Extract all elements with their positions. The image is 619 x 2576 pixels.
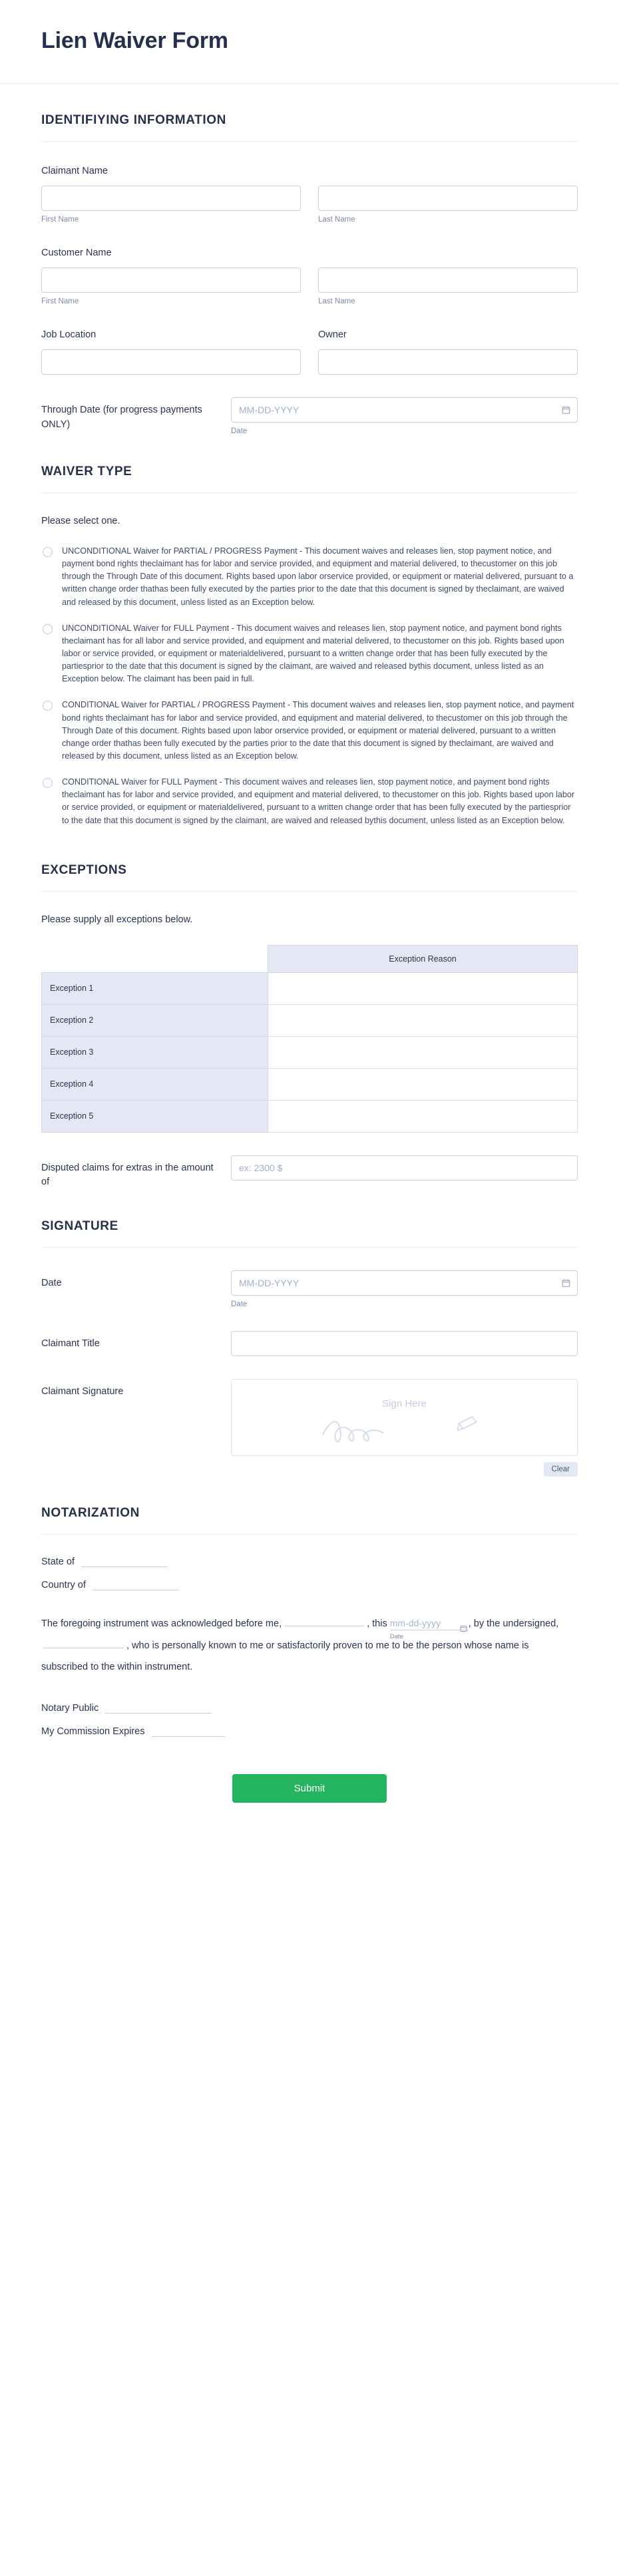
through-date-input[interactable]	[231, 397, 578, 423]
waiver-type-heading: WAIVER TYPE	[41, 464, 132, 479]
signature-date-input[interactable]	[231, 1270, 578, 1296]
commission-expires-label: My Commission Expires	[41, 1726, 145, 1738]
row-header: Exception 4	[42, 1068, 268, 1100]
radio-icon[interactable]	[43, 624, 53, 634]
notary-public-label: Notary Public	[41, 1703, 99, 1714]
country-of-label: Country of	[41, 1580, 86, 1591]
waiver-option-unconditional-full[interactable]	[41, 616, 578, 693]
section-identifying-information	[0, 84, 619, 435]
paragraph-text-part4: , who is personally known to me or satisfactorily proven to me to be the person whose name is subscribed to the within instrument.	[41, 1640, 529, 1673]
commission-expires-input[interactable]	[152, 1724, 225, 1737]
exceptions-table	[41, 945, 578, 1133]
signature-flourish-icon	[232, 1406, 577, 1453]
waiver-instruction: Please select one.	[41, 516, 120, 527]
disputed-claims-input[interactable]	[231, 1155, 578, 1181]
identifying-heading: IDENTIFIYING INFORMATION	[41, 113, 226, 127]
waiver-type-radio-group	[41, 532, 578, 834]
exception-reason-cell[interactable]	[268, 972, 578, 1004]
field-notary-public	[41, 1678, 578, 1714]
table-row	[42, 1068, 578, 1100]
row-header: Exception 1	[42, 972, 268, 1004]
exception-reason-cell[interactable]	[268, 1068, 578, 1100]
signature-heading: SIGNATURE	[41, 1219, 118, 1234]
customer-first-name-input[interactable]	[41, 268, 301, 293]
notarization-date-input[interactable]	[390, 1618, 469, 1630]
table-row	[42, 1036, 578, 1068]
form-header	[0, 0, 619, 83]
row-header: Exception 3	[42, 1036, 268, 1068]
waiver-option-unconditional-partial[interactable]	[41, 538, 578, 616]
customer-first-name-sublabel: First Name	[41, 297, 79, 306]
owner-label: Owner	[318, 329, 347, 341]
field-job-location-owner	[41, 305, 578, 375]
state-of-input[interactable]	[81, 1555, 168, 1567]
table-corner-cell	[42, 945, 268, 972]
signature-canvas[interactable]	[231, 1379, 578, 1456]
radio-icon[interactable]	[43, 778, 53, 788]
field-claimant-title	[41, 1308, 578, 1356]
notary-name-input[interactable]	[284, 1615, 364, 1626]
sign-here-hint: Sign Here	[382, 1398, 427, 1410]
waiver-option-label: UNCONDITIONAL Waiver for PARTIAL / PROGRESS Payment - This document waives and releases lien, stop payment notice, and payment bond rights theclaimant has for labor and service provided, and equipment and material delivered, to thecustomer on this job through the Through Date of this document. Rights based upon labor orservice provided, or equipment or material delivered, pursuant to a written change order thathas been fully executed by the parties prior to the date that this document is signed by theclaimant, are waived and released by this document, unless listed as an Exception below.	[62, 546, 574, 607]
field-claimant-signature	[41, 1356, 578, 1477]
owner-input[interactable]	[318, 349, 578, 375]
notarization-paragraph	[41, 1590, 578, 1678]
exceptions-heading: EXCEPTIONS	[41, 862, 127, 877]
field-state-of	[41, 1535, 578, 1567]
waiver-option-label: CONDITIONAL Waiver for FULL Payment - This document waives and releases lien, stop payment notice, and payment bond rights theclaimant has for labor and service provided, and equipment and material delivered, to thecustomer on this job. Rights based upon labor or service provided, or equipment or materialdelivered, pursuant to a written change order that has been fully executed by the partiesprior to the date that this document is signed by the claimant, are waived and released bythis document, unless listed as an Exception below.	[62, 777, 575, 825]
through-date-label: Through Date (for progress payments ONLY)	[41, 405, 202, 430]
disputed-claims-label: Disputed claims for extras in the amount of	[41, 1162, 214, 1188]
field-customer-name	[41, 224, 578, 305]
submit-button[interactable]: Submit	[232, 1774, 387, 1803]
job-location-label: Job Location	[41, 329, 97, 341]
exceptions-table-wrapper	[41, 930, 578, 1133]
column-header-exception-reason: Exception Reason	[268, 945, 578, 972]
exception-reason-cell[interactable]	[268, 1100, 578, 1132]
notary-public-input[interactable]	[105, 1701, 212, 1714]
row-header: Exception 5	[42, 1100, 268, 1132]
clear-signature-button[interactable]: Clear	[544, 1462, 578, 1477]
table-header-row	[42, 945, 578, 972]
page-title: Lien Waiver Form	[41, 28, 228, 53]
exception-reason-cell[interactable]	[268, 1004, 578, 1036]
section-waiver-type	[0, 435, 619, 834]
paragraph-text-part2: , this	[367, 1618, 387, 1630]
signature-date-label: Date	[41, 1278, 62, 1289]
claimant-last-name-sublabel: Last Name	[318, 216, 355, 224]
signature-date-sublabel: Date	[231, 1300, 248, 1309]
field-disputed-claims	[41, 1133, 578, 1191]
claimant-first-name-input[interactable]	[41, 186, 301, 211]
paragraph-text-part3: , by the undersigned,	[468, 1618, 559, 1630]
customer-name-label: Customer Name	[41, 248, 112, 259]
exception-reason-cell[interactable]	[268, 1036, 578, 1068]
country-of-input[interactable]	[93, 1578, 179, 1590]
claimant-title-input[interactable]	[231, 1331, 578, 1356]
section-signature	[0, 1190, 619, 1477]
claimant-last-name-input[interactable]	[318, 186, 578, 211]
table-row	[42, 1100, 578, 1132]
field-signature-date	[41, 1248, 578, 1308]
job-location-input[interactable]	[41, 349, 301, 375]
waiver-option-label: CONDITIONAL Waiver for PARTIAL / PROGRESS Payment - This document waives and releases lien, stop payment notice, and payment bond rights theclaimant has for labor and service provided, and equipment and material delivered, to thecustomer on this job through the Through Date of this document. Rights based upon labor orservice provided, or equipment or material delivered, pursuant to a written change order thathas been fully executed by the parties prior to the date that this document is signed by theclaimant, are waived and released by this document, unless listed as an Exception below.	[62, 700, 574, 761]
claimant-name-label: Claimant Name	[41, 166, 108, 176]
exceptions-instruction: Please supply all exceptions below.	[41, 914, 193, 925]
waiver-option-conditional-partial[interactable]	[41, 692, 578, 769]
field-commission-expires	[41, 1714, 578, 1737]
state-of-label: State of	[41, 1557, 75, 1568]
section-notarization	[0, 1477, 619, 1737]
claimant-signature-label: Claimant Signature	[41, 1386, 124, 1397]
table-row	[42, 1004, 578, 1036]
undersigned-name-input[interactable]	[44, 1637, 124, 1648]
notarization-date-field[interactable]	[389, 1613, 469, 1641]
customer-last-name-sublabel: Last Name	[318, 297, 355, 306]
radio-icon[interactable]	[43, 547, 53, 557]
notarization-date-sublabel: Date	[389, 1633, 403, 1641]
paragraph-text-part1: The foregoing instrument was acknowledged before me,	[41, 1618, 282, 1630]
waiver-option-label: UNCONDITIONAL Waiver for FULL Payment - This document waives and releases lien, stop payment notice, and payment bond rights theclaimant has for all labor and service provided, and equipment and material delivered, to thecustomer on this job. Rights based upon labor or service provided, or equipment or materialdelivered, pursuant to a written change order that has been fully executed by the partiesprior to the date that this document is signed by the claimant, are waived and released bythis document, unless listed as an Exception below. The claimant has been paid in full.	[62, 623, 564, 684]
customer-last-name-input[interactable]	[318, 268, 578, 293]
notarization-heading: NOTARIZATION	[41, 1506, 140, 1521]
section-exceptions	[0, 834, 619, 1191]
table-row	[42, 972, 578, 1004]
submit-area	[0, 1737, 619, 1849]
calendar-icon	[460, 1624, 467, 1632]
claimant-title-label: Claimant Title	[41, 1338, 100, 1350]
claimant-first-name-sublabel: First Name	[41, 216, 79, 224]
through-date-sublabel: Date	[231, 427, 248, 436]
field-through-date	[41, 375, 578, 435]
radio-icon[interactable]	[43, 701, 53, 711]
field-claimant-name	[41, 142, 578, 224]
field-country-of	[41, 1567, 578, 1590]
row-header: Exception 2	[42, 1004, 268, 1036]
waiver-option-conditional-full[interactable]	[41, 769, 578, 834]
